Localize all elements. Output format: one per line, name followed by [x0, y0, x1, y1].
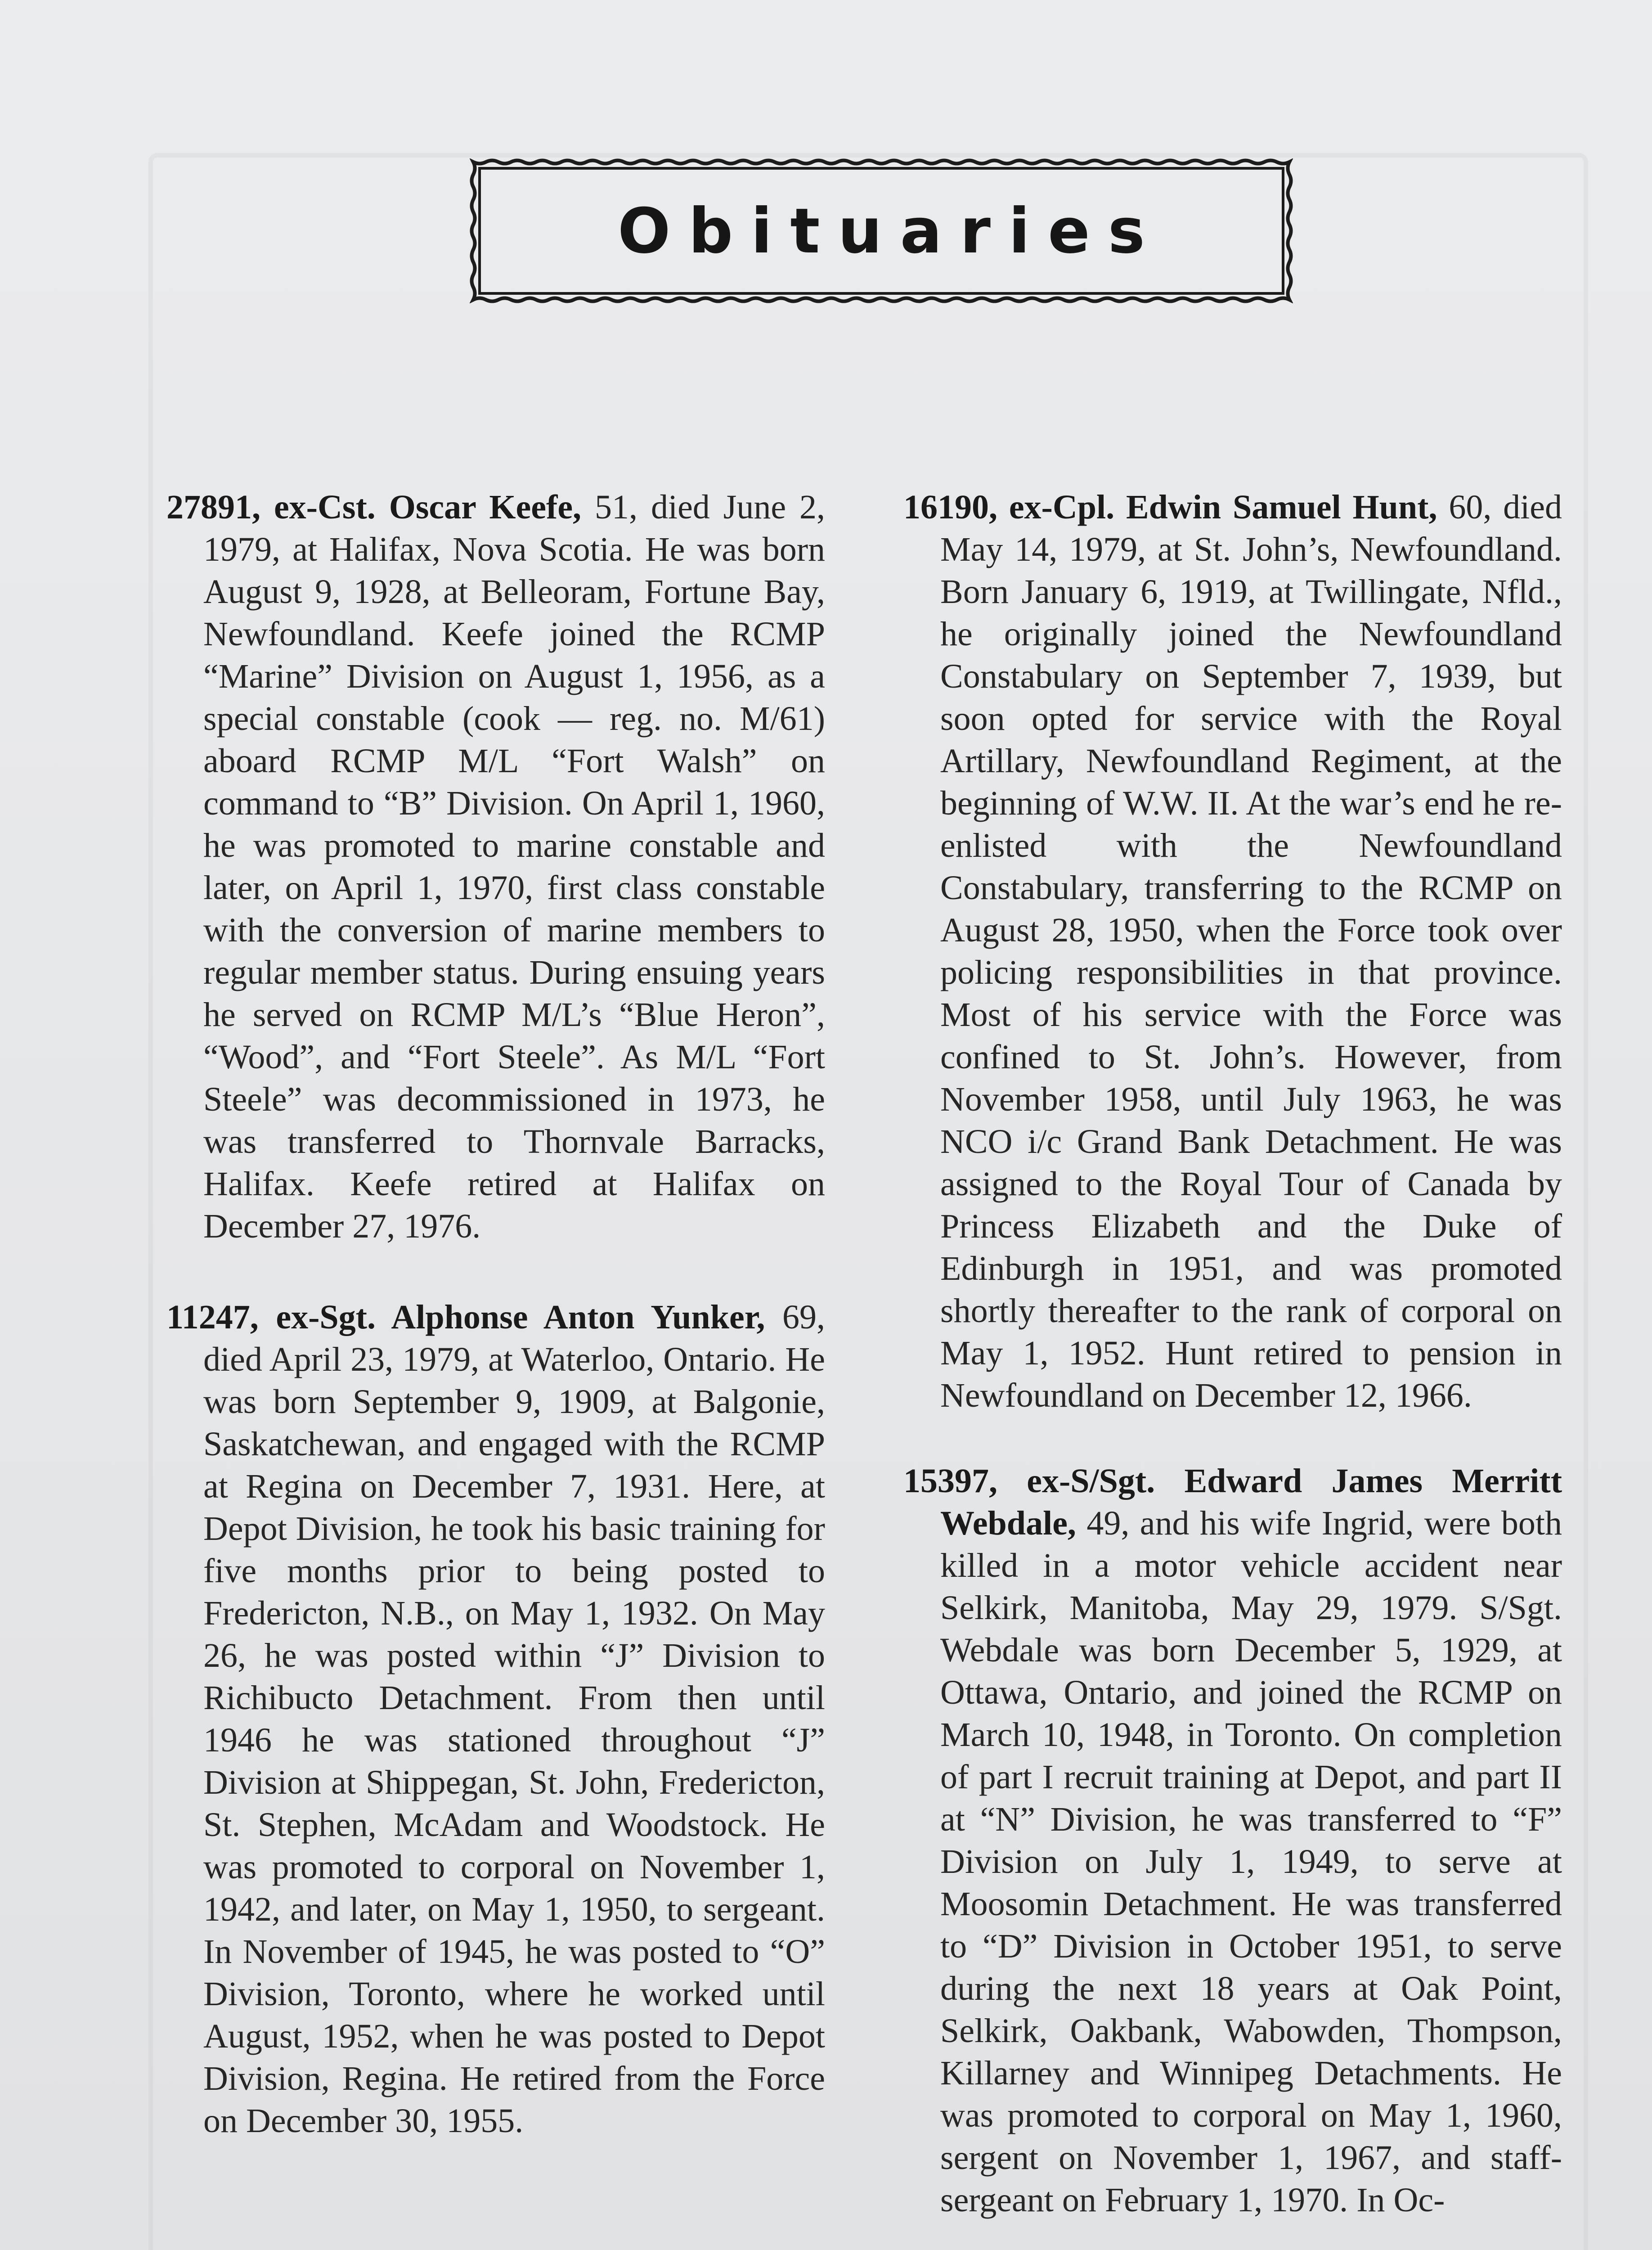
- right-column: [903, 486, 1562, 2221]
- entry-heading: 11247, ex-Sgt. Alphonse Anton Yunker,: [166, 1298, 765, 1336]
- entry-body: 51, died June 2, 1979, at Halifax, Nova Scotia. He was born August 9, 1928, at Belleoram, Fortune Bay, Newfoundland. Keefe joined the RCMP “Marine” Division on August 1, 1956, as a special constable (cook — reg. no. M/61) aboard RCMP M/L “Fort Walsh” on command to “B” Division. On April 1, 1960, he was promoted to marine constable and later, on April 1, 1970, first class constable with the conversion of marine members to regular member status. During ensuing years he served on RCMP M/L’s “Blue Heron”, “Wood”, and “Fort Steele”. As M/L “Fort Steele” was decommissioned in 1973, he was transferred to Thornvale Barracks, Halifax. Keefe retired at Halifax on December 27, 1976.: [203, 488, 826, 1245]
- page-title: Obituaries: [618, 194, 1163, 267]
- entry-body: 69, died April 23, 1979, at Waterloo, Ontario. He was born September 9, 1909, at Balgonie, Saskatchewan, and engaged with the RCMP at Regina on December 7, 1931. Here, at Depot Division, he took his basic training for five months prior to being posted to Fredericton, N.B., on May 1, 1932. On May 26, he was posted within “J” Division to Richibucto Detachment. From then until 1946 he was stationed throughout “J” Division at Shippegan, St. John, Fredericton, St. Stephen, McAdam and Woodstock. He was promoted to corporal on November 1, 1942, and later, on May 1, 1950, to sergeant. In November of 1945, he was posted to “O” Division, Toronto, where he worked until August, 1952, when he was posted to Depot Division, Regina. He retired from the Force on December 30, 1955.: [203, 1298, 825, 2140]
- entry-body: 60, died May 14, 1979, at St. John’s, Newfoundland. Born January 6, 1919, at Twillingate, Nfld., he originally joined the Newfoundland Constabulary on September 7, 1939, but soon opted for service with the Royal Artillary, Newfoundland Regiment, at the beginning of W.W. II. At the war’s end he re-enlisted with the Newfoundland Constabulary, transferring to the RCMP on August 28, 1950, when the Force took over policing responsibilities in that province. Most of his service with the Force was confined to St. John’s. However, from November 1958, until July 1963, he was NCO i/c Grand Bank Detachment. He was assigned to the Royal Tour of Canada by Princess Elizabeth and the Duke of Edinburgh in 1951, and was promoted shortly thereafter to the rank of corporal on May 1, 1952. Hunt retired to pension in Newfoundland on December 12, 1966.: [940, 488, 1562, 1414]
- entry-heading: 27891, ex-Cst. Oscar Keefe,: [166, 488, 582, 526]
- left-column: [166, 486, 825, 2142]
- entry-heading: 15397, ex-S/Sgt. Edward James Merritt Webdale,: [903, 1462, 1562, 1542]
- obituary-entry: [166, 486, 825, 1247]
- title-frame: [470, 158, 1293, 303]
- obituary-entry: [903, 1460, 1562, 2221]
- entry-heading: 16190, ex-Cpl. Edwin Samuel Hunt,: [903, 488, 1437, 526]
- entry-body: 49, and his wife Ingrid, were both killed in a motor vehicle accident near Selkirk, Manitoba, May 29, 1979. S/Sgt. Webdale was born December 5, 1929, at Ottawa, Ontario, and joined the RCMP on March 10, 1948, in Toronto. On completion of part I recruit training at Depot, and part II at “N” Division, he was transferred to “F” Division on July 1, 1949, to serve at Moosomin Detachment. He was transferred to “D” Division in October 1951, to serve during the next 18 years at Oak Point, Selkirk, Oakbank, Wabowden, Thompson, Killarney and Winnipeg Detachments. He was promoted to corporal on May 1, 1960, sergent on November 1, 1967, and staff-sergeant on February 1, 1970. In Oc-: [940, 1504, 1562, 2219]
- obituary-entry: [166, 1296, 825, 2142]
- obituary-entry: [903, 486, 1562, 1417]
